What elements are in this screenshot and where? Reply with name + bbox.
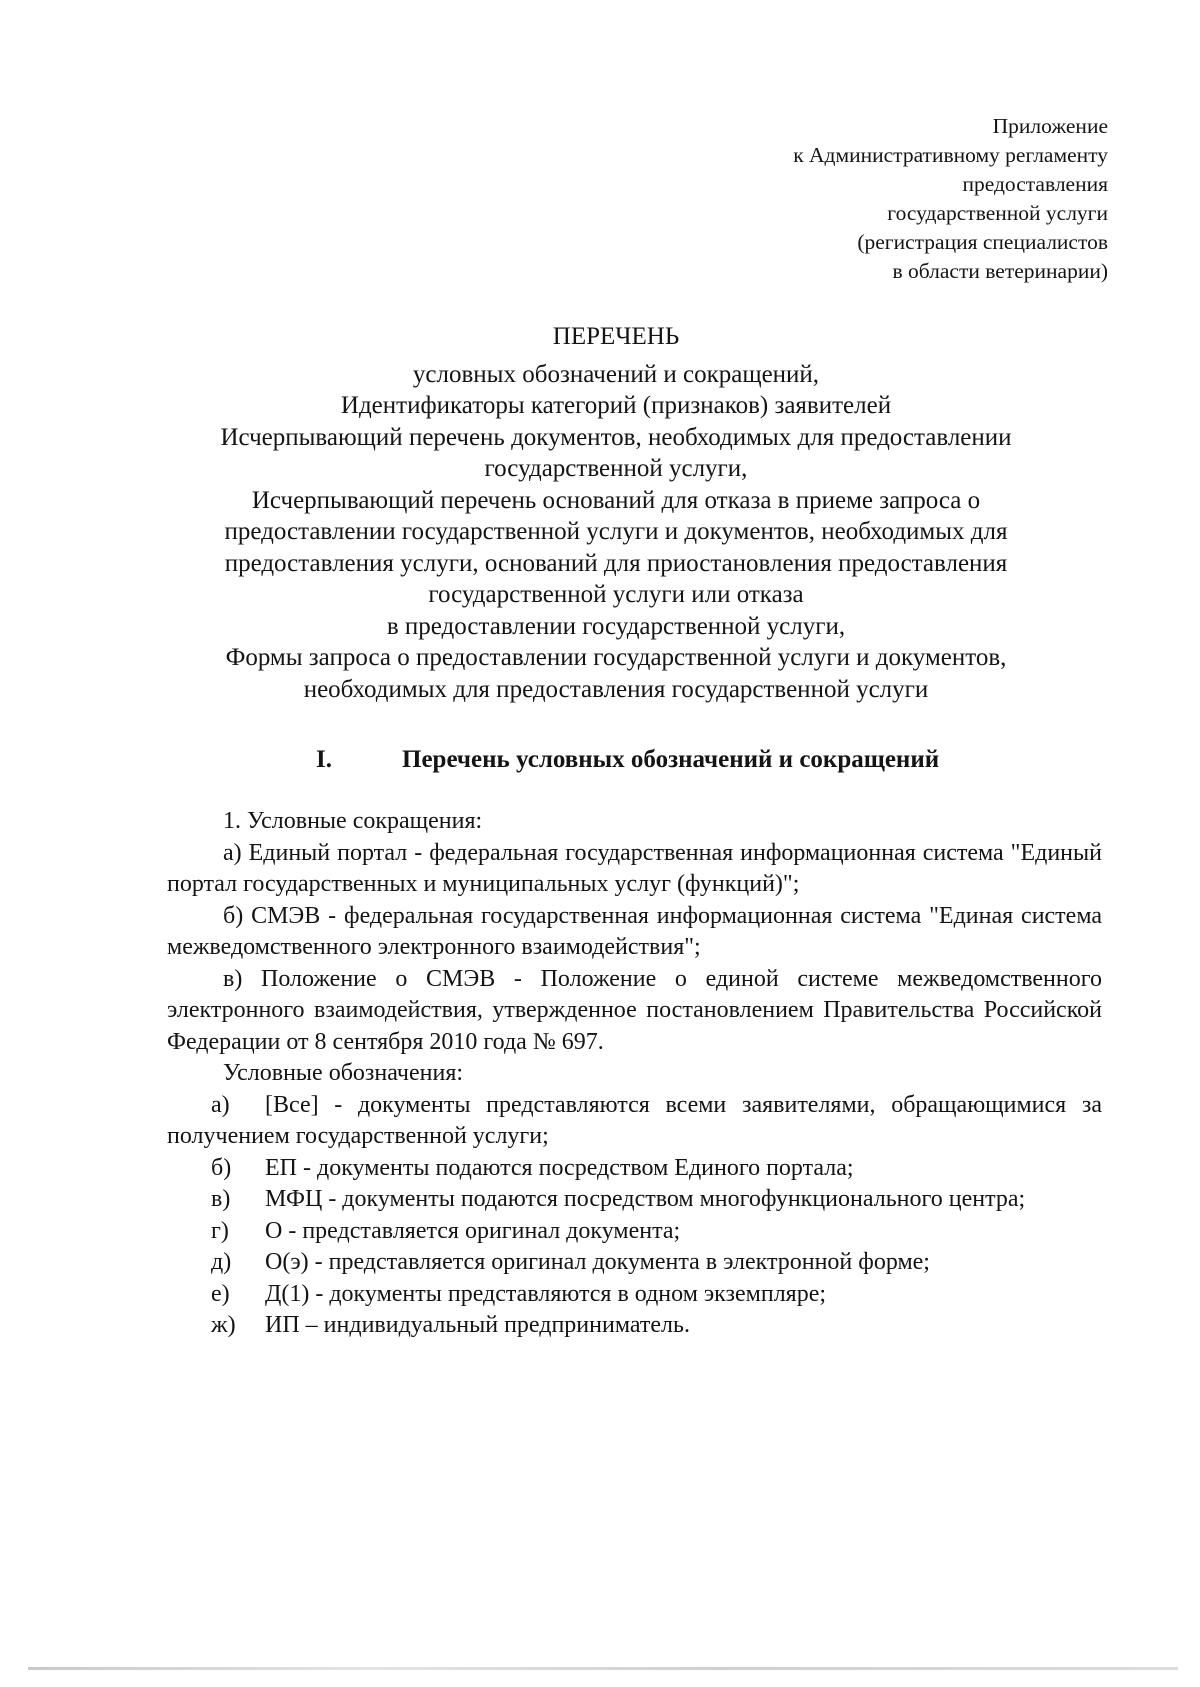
title-line: Формы запроса о предоставлении государственной услуги и документов,	[225, 644, 1007, 671]
designation-text: О - представляется оригинал документа;	[265, 1217, 681, 1244]
title-line: условных обозначений и сокращений,	[412, 360, 820, 388]
designation-text: О(э) - представляется оригинал документа в электронной форме;	[265, 1249, 930, 1275]
designation-letter: г)	[211, 1217, 229, 1244]
designation-item	[167, 1247, 1102, 1279]
appendix-line: государственной услуги	[887, 201, 1108, 225]
designation-item	[167, 1090, 1102, 1153]
designation-item	[167, 1279, 1102, 1311]
designation-item	[167, 1153, 1102, 1185]
title-line: государственной услуги или отказа	[428, 581, 804, 608]
abbreviation-item-b: б) СМЭВ - федеральная государственная информационная система "Единая система межведомственного электронного взаимодействия";	[167, 902, 1102, 960]
page-title: ПЕРЕЧЕНЬ	[552, 323, 680, 350]
title-line: необходимых для предоставления государственной услуги	[303, 675, 929, 703]
section-title: Перечень условных обозначений и сокращений	[402, 746, 940, 773]
designation-letter: а)	[211, 1091, 230, 1118]
designation-item	[167, 1216, 1102, 1248]
designation-item	[167, 1184, 1102, 1216]
designation-text: ИП – индивидуальный предприниматель.	[265, 1312, 690, 1338]
abbreviation-item-c: в) Положение о СМЭВ - Положение о единой системе межведомственного электронного взаимодействия, утвержденное постановлением Правительства Российской Федерации от 8 сентября 2010 года № 697.	[167, 965, 1102, 1055]
appendix-header	[588, 112, 1108, 286]
title-line: в предоставлении государственной услуги,	[386, 612, 846, 640]
section-number: I.	[316, 746, 332, 773]
designation-letter: в)	[211, 1186, 231, 1212]
title-line: государственной услуги,	[484, 455, 748, 482]
title-line: предоставления услуги, оснований для приостановления предоставления	[224, 549, 1008, 577]
scan-edge-line	[28, 1667, 1178, 1670]
abbreviation-item-a: а) Единый портал - федеральная государственная информационная система "Единый портал государственных и муниципальных услуг (функций)";	[167, 839, 1102, 897]
appendix-line: к Административному регламенту	[793, 143, 1108, 167]
designation-item	[167, 1310, 1102, 1342]
designation-text-continued: получением государственной услуги;	[167, 1123, 549, 1149]
title-line: Исчерпывающий перечень документов, необходимых для предоставлении	[220, 423, 1012, 451]
designation-letter: б)	[211, 1154, 232, 1181]
appendix-line: (регистрация специалистов	[857, 230, 1108, 254]
designation-text: ЕП - документы подаются посредством Единого портала;	[265, 1154, 854, 1181]
title-line: предоставлении государственной услуги и документов, необходимых для	[224, 518, 1008, 545]
document-title	[150, 321, 1082, 705]
designations-heading: Условные обозначения:	[223, 1060, 464, 1086]
designation-text: Д(1) - документы представляются в одном экземпляре;	[265, 1280, 827, 1307]
designation-letter: д)	[211, 1249, 232, 1275]
designation-text: МФЦ - документы подаются посредством многофункционального центра;	[265, 1186, 1026, 1212]
designation-letter: ж)	[211, 1312, 236, 1338]
title-line: Исчерпывающий перечень оснований для отказа в приеме запроса о	[251, 486, 981, 514]
appendix-line: предоставления	[962, 172, 1108, 196]
title-line: Идентификаторы категорий (признаков) заявителей	[340, 392, 892, 419]
designation-text: [Все] - документы представляются всеми заявителями, обращающимися за	[265, 1091, 1102, 1118]
abbreviations-heading: 1. Условные сокращения:	[223, 808, 483, 834]
designation-letter: е)	[211, 1280, 230, 1307]
section-body	[167, 806, 1102, 1342]
appendix-line: в области ветеринарии)	[892, 259, 1108, 283]
appendix-line: Приложение	[992, 114, 1108, 138]
